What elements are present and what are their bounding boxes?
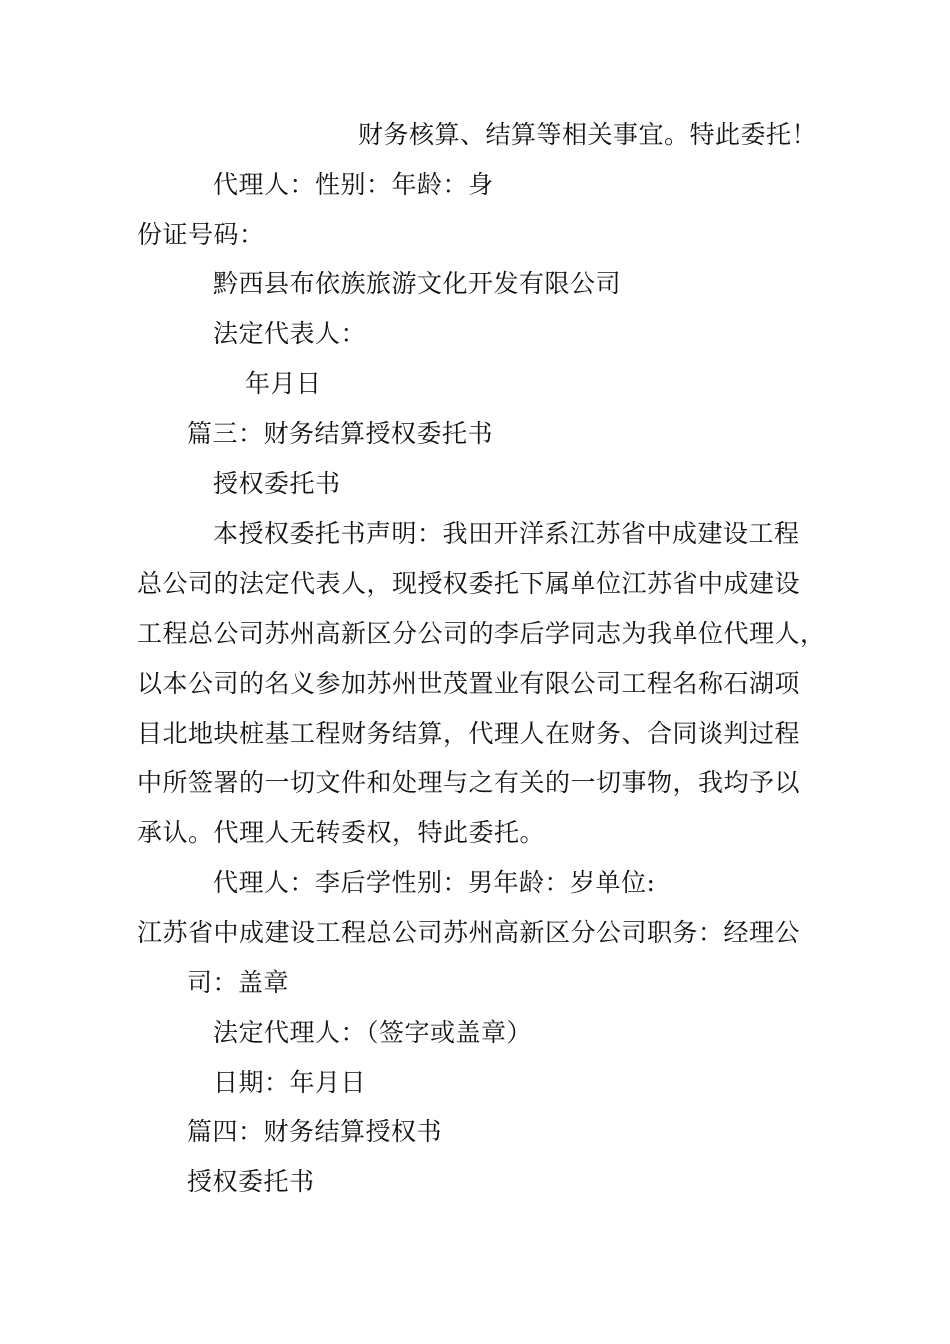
- text-line: 份证号码：: [137, 220, 265, 249]
- agent-info-line: 江苏省中成建设工程总公司苏州高新区分公司职务：经理公: [137, 918, 801, 947]
- paragraph-line: 中所签署的一切文件和处理与之有关的一切事物，我均予以: [137, 768, 801, 797]
- signature-line: 法定代理人：（签字或盖章）: [213, 1018, 533, 1047]
- text-line: 财务核算、结算等相关事宜。特此委托！: [358, 120, 818, 149]
- date-line: 年月日: [245, 369, 322, 398]
- paragraph-line: 以本公司的名义参加苏州世茂置业有限公司工程名称石湖项: [137, 669, 801, 698]
- paragraph-line: 工程总公司苏州高新区分公司的李后学同志为我单位代理人，: [137, 619, 826, 648]
- paragraph-line: 本授权委托书声明：我田开洋系江苏省中成建设工程: [213, 519, 800, 548]
- text-line: 代理人：性别：年龄：身: [213, 170, 494, 199]
- section-heading: 篇四：财务结算授权书: [187, 1117, 443, 1146]
- paragraph-line: 承认。代理人无转委权，特此委托。: [137, 818, 546, 847]
- doc-title: 授权委托书: [187, 1167, 315, 1196]
- company-name: 黔西县布依族旅游文化开发有限公司: [213, 269, 622, 298]
- text-line: 法定代表人：: [213, 319, 367, 348]
- paragraph-line: 总公司的法定代表人，现授权委托下属单位江苏省中成建设: [137, 569, 801, 598]
- section-heading: 篇三：财务结算授权委托书: [187, 419, 494, 448]
- date-line: 日期：年月日: [213, 1068, 367, 1097]
- doc-title: 授权委托书: [213, 469, 341, 498]
- agent-info-line: 代理人：李后学性别：男年龄：岁单位:: [213, 868, 656, 897]
- paragraph-line: 目北地块桩基工程财务结算，代理人在财务、合同谈判过程: [137, 719, 801, 748]
- seal-line: 司：盖章: [187, 968, 290, 997]
